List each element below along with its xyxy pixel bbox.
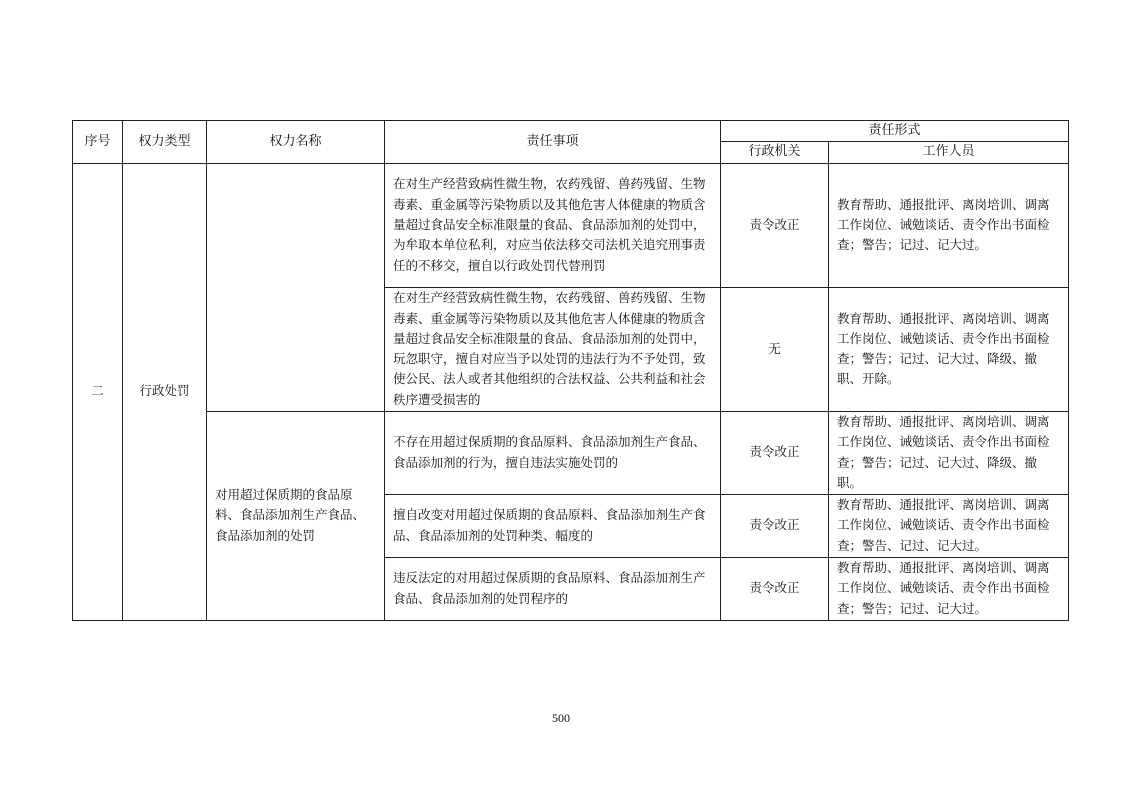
header-form: 责任形式 (721, 121, 1069, 142)
cell-matter: 在对生产经营致病性微生物，农药残留、兽药残留、生物毒素、重金属等污染物质以及其他危害人体健康的物质含量超过食品安全标准限量的食品、食品添加剂的处罚中，玩忽职守，擅自对应当予以处罚的违法行为不予处罚，致使公民、法人或者其他组织的合法权益、公共利益和社会秩序遭受损害的 (385, 287, 721, 411)
page-number: 500 (552, 711, 570, 725)
cell-org: 责令改正 (721, 411, 829, 494)
cell-matter: 违反法定的对用超过保质期的食品原料、食品添加剂生产食品、食品添加剂的处罚程序的 (385, 557, 721, 620)
header-power-name: 权力名称 (207, 121, 385, 164)
cell-staff: 教育帮助、通报批评、离岗培训、调离工作岗位、诫勉谈话、责令作出书面检查；警告；记过、记大过。 (829, 163, 1069, 287)
cell-org: 责令改正 (721, 163, 829, 287)
cell-power-name-first (207, 163, 385, 411)
header-power-type: 权力类型 (123, 121, 207, 164)
cell-org: 无 (721, 287, 829, 411)
responsibility-table (72, 120, 1069, 621)
cell-matter: 在对生产经营致病性微生物，农药残留、兽药残留、生物毒素、重金属等污染物质以及其他危害人体健康的物质含量超过食品安全标准限量的食品、食品添加剂的处罚中，为牟取本单位私利，对应当依法移交司法机关追究刑事责任的不移交，擅自以行政处罚代替刑罚 (385, 163, 721, 287)
table-row (73, 411, 1069, 494)
cell-org: 责令改正 (721, 494, 829, 557)
table-row (73, 163, 1069, 287)
header-seq: 序号 (73, 121, 123, 164)
header-row-1 (73, 121, 1069, 142)
header-staff: 工作人员 (829, 142, 1069, 163)
cell-power-name-second: 对用超过保质期的食品原料、食品添加剂生产食品、食品添加剂的处罚 (207, 411, 385, 620)
cell-power-type: 行政处罚 (123, 163, 207, 620)
cell-staff: 教育帮助、通报批评、离岗培训、调离工作岗位、诫勉谈话、责令作出书面检查；警告；记过、记大过、降级、撤职。 (829, 411, 1069, 494)
cell-staff: 教育帮助、通报批评、离岗培训、调离工作岗位、诫勉谈话、责令作出书面检查；警告、记过、记大过。 (829, 494, 1069, 557)
cell-seq: 二 (73, 163, 123, 620)
header-matters: 责任事项 (385, 121, 721, 164)
cell-matter: 擅自改变对用超过保质期的食品原料、食品添加剂生产食品、食品添加剂的处罚种类、幅度的 (385, 494, 721, 557)
cell-staff: 教育帮助、通报批评、离岗培训、调离工作岗位、诫勉谈话、责令作出书面检查；警告；记过、记大过。 (829, 557, 1069, 620)
header-org: 行政机关 (721, 142, 829, 163)
cell-matter: 不存在用超过保质期的食品原料、食品添加剂生产食品、食品添加剂的行为，擅自违法实施处罚的 (385, 411, 721, 494)
cell-org: 责令改正 (721, 557, 829, 620)
cell-staff: 教育帮助、通报批评、离岗培训、调离工作岗位、诫勉谈话、责令作出书面检查；警告；记过、记大过、降级、撤职、开除。 (829, 287, 1069, 411)
